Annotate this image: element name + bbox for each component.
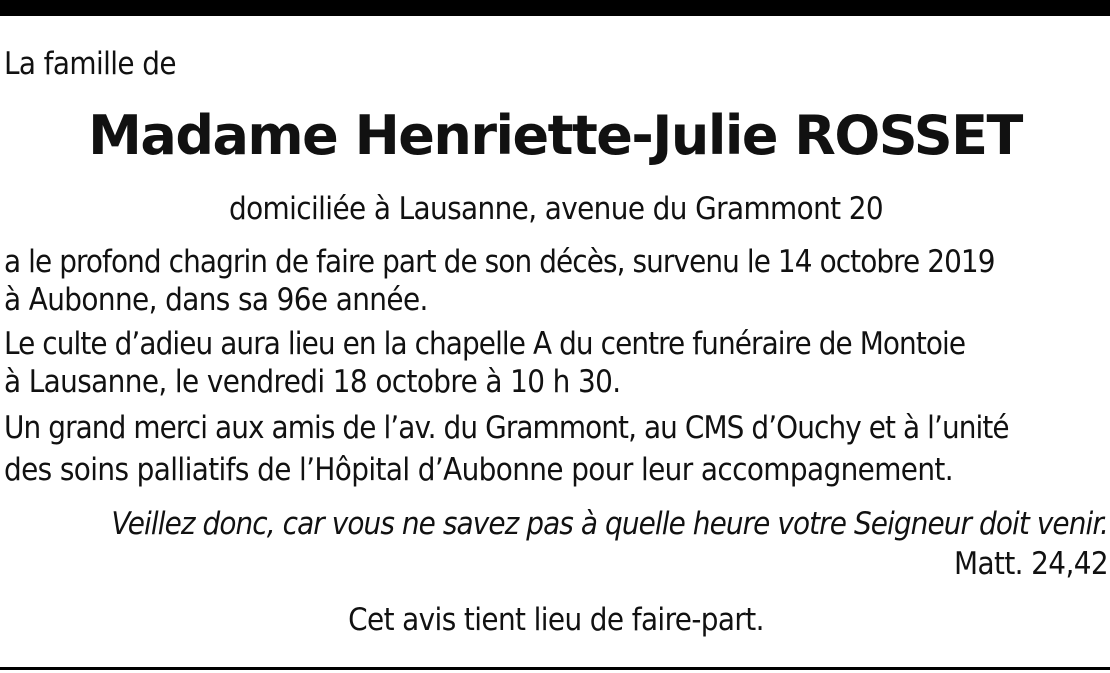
body-line: a le profond chagrin de faire part de son décès, survenu le 14 octobre 2019 bbox=[4, 244, 995, 280]
body-line: Un grand merci aux amis de l’av. du Grammont, au CMS d’Ouchy et à l’unité bbox=[4, 410, 1009, 446]
body-line: Le culte d’adieu aura lieu en la chapelle A du centre funéraire de Montoie bbox=[4, 326, 966, 362]
bottom-border-rule bbox=[0, 667, 1110, 670]
body-line: à Lausanne, le vendredi 18 octobre à 10 h 30. bbox=[4, 364, 621, 400]
address-text: domiciliée à Lausanne, avenue du Grammont 20 bbox=[228, 191, 884, 227]
bible-verse: Veillez donc, car vous ne savez pas à quelle heure votre Seigneur doit venir. bbox=[111, 506, 1108, 542]
deceased-name: Madame Henriette-Julie ROSSET bbox=[88, 104, 1022, 167]
closing-text: Cet avis tient lieu de faire-part. bbox=[348, 602, 764, 638]
body-line: des soins palliatifs de l’Hôpital d’Aubonne pour leur accompagnement. bbox=[4, 452, 954, 488]
body-line: à Aubonne, dans sa 96e année. bbox=[4, 282, 428, 318]
intro-text: La famille de bbox=[4, 46, 176, 82]
verse-reference: Matt. 24,42 bbox=[954, 546, 1108, 582]
